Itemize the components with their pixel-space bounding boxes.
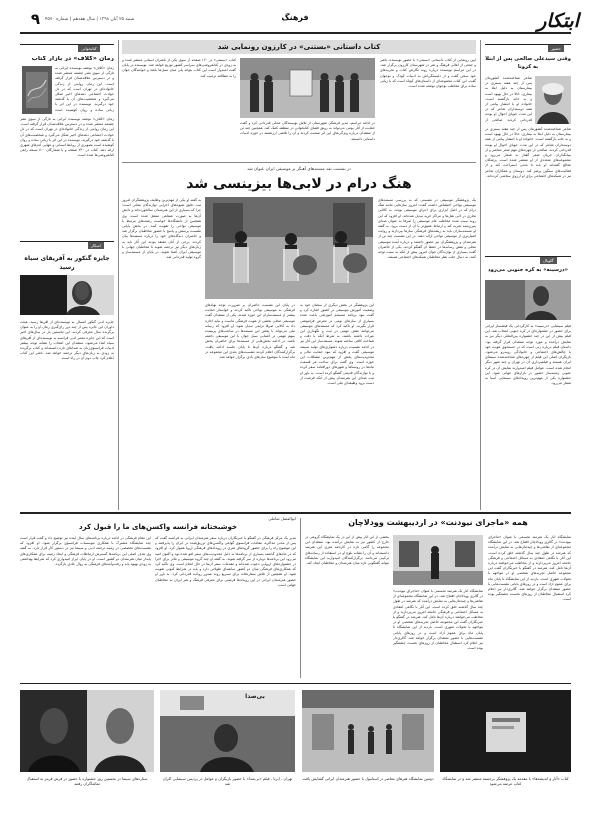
bottom-top-rule — [20, 512, 571, 514]
strip-caption-4: کتاب «آثار و اندیشه‌ها» با مقدمه یک پژوهشگر برجسته منتشر شد و در نمایشگاه کتاب عرضه می‌شود — [442, 776, 569, 786]
bottom-right-body3: نمایشگاه آثار یک هنرمند تجسمی با عنوان «ماجرای نیودنت» در گالری وودلاچان افتتاح شد. در این نمایشگاه مجموعه‌ای از نقاشی‌ها و چیدمان‌هایی به نمایش درآمده که هنرمند در طول چند سال گذشته خلق کرده است. این آثار با نگاهی انتقادی به مسائل اجتماعی و فرهنگی جامعه امروز می‌پردازند و از مخاطب می‌خواهند درباره آن‌ها تامل کند. هنرمند در گفتگو با خبرنگاران گفت این مجموعه حاصل تجربه‌های شخصی او در مواجهه با تحولات شهری است. بازدید از این نمایشگاه تا پایان ماه برای عموم آزاد است و در روزهای پایانی نشست‌هایی با حضور منتقدان برگزار خواهد شد. گالری‌دار نیز اعلام کرد استقبال مخاطبان از روزهای نخست چشمگیر بوده است. — [393, 589, 483, 651]
bottom-left-title: خوشبختانه فرانسه واکسن‌های ما را قبول کرد — [79, 523, 237, 531]
right-top-tag: حضور — [548, 45, 564, 52]
strip-poster-title: بی‌صدا — [245, 693, 265, 700]
left-top-body: رمان «کلاف» نوشته نویسنده ایرانی به تازگی از سوی نشر چشمه منتشر شده و در دسترس علاقه‌مندان قرار گرفته است. این رمان روایتی از زندگی خانواده‌ای در تهران است که در دل حوادث اجتماعی دهه‌های اخیر شکل می‌گیرد و شخصیت‌های آن با گذشته خود درگیرند. نویسنده در این اثر با زبانی ساده و روان کوشیده است — [55, 66, 114, 112]
top-story-col-right: آیین رونمایی از کتاب داستانی «بستنی» با حضور نویسنده، ناشر و جمعی از اهالی فرهنگ و هنر در شهرستان کارزون برگزار شد. در این مراسم نویسنده درباره روند نگارش کتاب و تجربه‌های خود سخن گفت و از دلبستگی‌اش به ادبیات کودک و نوجوان گفت. این کتاب مجموعه‌ای از داستان‌های کوتاه است که با زبانی ساده برای مخاطب نوجوان نوشته شده است. — [380, 58, 476, 89]
section-title: فرهنگ — [281, 13, 309, 22]
left-mid-body: جایزه ادبی گنکور امسال به نویسنده‌ای از آفریقا رسید. هیئت داوران این جایزه پس از چند دور رای‌گیری رمان او را به عنوان برگزیده سال معرفی کردند. این نخستین بار در سال‌های اخیر است که این جایزه معتبر ادبی فرانسه به نویسنده‌ای از آفریقای سیاه اهدا می‌شود. منتقدان این انتخاب را نشانه توجه بیشتر ادبیات فرانسوی‌زبان به صداهای تازه دانسته‌اند و کتاب برگزیده به زودی به زبان‌های دیگر ترجمه خواهد شد. ناشر این کتاب اعلام کرد چاپ دوم آن در راه است. — [20, 320, 114, 361]
right-mid-title: «درسینه» به کره جنوبی می‌رود — [487, 267, 569, 273]
separator-right — [480, 40, 481, 510]
main-story-kicker: در نشست نقد مستندهای آهنگر بر موسیقی ایران عنوان شد — [247, 166, 351, 171]
strip-caption-3: دومین نمایشگاه هنرهای معاصر در استانبول با حضور هنرمندان ایرانی گشایش یافت — [302, 776, 434, 781]
main-story-col4: به گفته او یکی از مهم‌ترین وظایف پژوهشگران امروز ثبت دقیق شیوه‌های اجرایی نوازندگان محلی است؛ چرا که بسیاری از این هنرمندان سالخورده‌اند و دانش آن‌ها به صورت شفاهی منتقل شده است. وی همچنین از دانشگاه‌ها خواست رشته‌های مرتبط با موسیقی نواحی را تقویت کنند. در بخش پایانی نشست پرسش و پاسخ با حضور مخاطبان برگزار شد و حاضران دیدگاه‌های خود را درباره مستندها بیان کردند. برخی از آنان معتقد بودند این آثار باید به زبان‌های دیگر نیز ترجمه شوند تا مخاطبان جهانی با موسیقی ایران آشنا شوند. در پایان از مستندساز و گروه تولید قدردانی شد. — [122, 198, 201, 260]
strip-photo-2 — [160, 690, 295, 772]
strip-photo-4 — [440, 690, 571, 772]
main-story-headline: هنگ درام در لابی‌ها بیزینسی شد — [186, 176, 412, 192]
bottom-left-body: مدیر یک مرکز فرهنگی در گفتگو با خبرنگاران درباره سفر هنرمندان ایرانی به فرانسه گفت که پس از مدتی مذاکره، مقامات فرانسوی گواهی واکسن‌های تزریق‌شده در ایران را پذیرفتند و این موضوع راه را برای حضور گروه‌های هنری در رویدادهای فرهنگی اروپا هموار کرد. او افزود که در ماه‌های گذشته بسیاری از برنامه‌ها به دلیل محدودیت‌های سفر لغو شده بود و اکنون امید می‌رود این برنامه‌ها دوباره از سر گرفته شوند. به گفته او چند گروه موسیقی و تئاتر برای اجرا در جشنواره‌های اروپایی دعوت شده‌اند و مقدمات سفر آن‌ها در حال انجام است. وی تاکید کرد که همکاری‌های فرهنگی میان دو کشور سابقه‌ای طولانی دارد و باید در شرایط کنونی تقویت شود. او همچنین از تلاش سفارتخانه برای تسریع روند صدور روادید قدردانی کرد. به باور او حضور هنرمندان ایرانی در این رویدادها فرصتی برای معرفی فرهنگ و هنر ایران به مخاطبان جهانی است. — [155, 536, 296, 587]
author-portrait-photo — [20, 275, 114, 315]
left-mid-tag: اسکار — [88, 242, 104, 249]
main-story-col3: در پایان این نشست حاضران بر ضرورت توجه نهادهای فرهنگی به موسیقی نواحی تاکید کردند و خواستار حمایت بیشتر از مستندسازان این حوزه شدند. یکی از منتقدان گفت موسیقی محلی بخشی از هویت فرهنگی ماست و نباید اجازه داد به کالایی صرفا تزئینی تبدیل شود. او افزود که رسانه ملی می‌تواند با پخش این مستندها در ساعت‌های پربیننده سهم مهمی در آشنایی نسل جوان با این موسیقی داشته باشد. در ادامه بخش‌هایی از مستندها برای حاضران پخش شد و گفتگو درباره آن‌ها تا پایان جلسه ادامه یافت. برگزارکنندگان اعلام کردند نشست‌های بعدی این مجموعه در ماه آینده با موضوع سازهای بادی برگزار خواهد شد. — [205, 303, 295, 360]
strip-photo-3 — [302, 690, 434, 772]
top-story-title: کتاب داستانی «بستنی» در کارزون رونمایی شد — [217, 43, 381, 51]
main-story-col1: یک پژوهشگر موسیقی در نشستی که به بررسی مستندهای موسیقی نواحی اختصاص داشت گفت: امروز سازهایی مانند هنگ درام که در اصل ابزاری برای اجرای موسیقی بودند، به کالایی تجاری در لابی هتل‌ها و مراکز خرید تبدیل شده‌اند. او افزود که این روند سبب شده مخاطب عام موسیقی را صرفا به عنوان صدای پس‌زمینه تجربه کند و ارتباط عمیق‌تر با آن از دست برود. به گفته او مستندسازان باید به ریشه‌های فرهنگی سازها بپردازند و روایت اصیل‌تری از موسیقی نواحی ارائه دهند. در این نشست چند تن از هنرمندان و پژوهشگران نیز حضور داشتند و درباره آینده موسیقی محلی و نقش رسانه‌ها در حفظ آن گفتگو کردند. یکی از حاضران گفت بسیاری از نوازندگان جوان امروز بیش از آنکه به سنت توجه کنند، به دنبال جلب نظر مخاطبان شبکه‌های اجتماعی هستند. — [378, 198, 476, 260]
left-top-tag: کتابخوانی — [78, 45, 100, 52]
separator-left — [118, 40, 119, 510]
poet-portrait-photo — [535, 76, 571, 124]
date-line: شنبه ۲۵ آبان ۱۳۹۸ | سال هفدهم | شماره ۴۵۷۰ — [45, 17, 135, 22]
right-mid-body: فیلم سینمایی «درسینه» به کارگردانی یک فیلمساز ایرانی برای حضور در جشنواره‌ای در کره جنوبی انتخاب شد. این فیلم پیش از این در چند جشنواره بین‌المللی دیگر نیز به نمایش درآمده و مورد توجه منتقدان قرار گرفته بود. داستان فیلم درباره زنی است که در جستجوی هویت خود با چالش‌های اجتماعی و خانوادگی روبه‌رو می‌شود. بازیگران اصلی این فیلم از چهره‌های شناخته‌شده سینمای ایران هستند و فیلمبرداری آن در تهران و چند شهر دیگر انجام شده است. عوامل فیلم امیدوارند نمایش آن در کره جنوبی زمینه‌ساز حضور در بازارهای جهانی شود. این جشنواره یکی از مهم‌ترین رویدادهای سینمایی آسیا به شمار می‌رود. — [485, 324, 571, 386]
top-story-photo — [240, 58, 375, 118]
strip-caption-1: ستاره‌های سینما در نخستین روز جشنواره با حضور در فرش قرمز به استقبال تماشاگران رفتند — [26, 776, 148, 786]
right-mid-tag: گلوبال — [540, 257, 557, 264]
top-story-col-left: کتاب «بستنی» در ۱۲۰ صفحه از سوی یکی از ناشران استانی منتشر شده و به زودی در کتابفروشی‌های سراسر کشور توزیع خواهد شد. نویسنده در پایان گفت امیدوار است این کتاب بتواند پلی میان نسل‌ها باشد و خوانندگان جوان را به مطالعه ترغیب کند. — [122, 58, 236, 78]
left-mid-title: جایزه گنکور به آفریقای سیاه رسید — [24, 255, 110, 271]
bottom-left-body2: این مقام فرهنگی در ادامه درباره برنامه‌های سال آینده نیز توضیح داد و گفت قرار است چند نمایشگاه مشترک با همکاری موسسات فرانسوی برگزار شود. او افزود که نشست‌های تخصصی در زمینه ترجمه ادبی و سینما نیز در دستور کار قرار دارد. به گفته وی هدف اصلی این برنامه‌ها گسترش ارتباطات فرهنگی و ایجاد زمینه برای همکاری‌های پایدار میان هنرمندان دو کشور است. او در پایان ابراز امیدواری کرد که شرایط بهداشتی به زودی بهبود یابد و رفت‌وآمدهای فرهنگی به روال عادی بازگردد. — [20, 536, 151, 567]
gallery-photo — [393, 535, 483, 585]
top-story-bottom-rule — [122, 162, 476, 163]
right-top-body: شاعر شناخته‌شده کشورمان پس از چند هفته بستری در بیمارستان به دلیل ابتلا به بیماری، حالا در حال بهبود است و به خانه بازگشته است. خانواده او با انتشار پیامی از همه دوستداران شاعر که در این مدت جویای احوال او بودند قدردانی کردند. صالحی از — [485, 76, 532, 122]
top-story-col-mid: در ادامه مراسم، مدیر فرهنگی شهرستان از تلاش نویسندگان محلی قدردانی کرد و گفت حمایت از آثار بومی می‌تواند به رونق فضای کتابخوانی در منطقه کمک کند. همچنین چند تن از منتقدان درباره ویژگی‌های این اثر صحبت کردند و آن را تلاشی ارزشمند در حوزه ادبیات داستانی دانستند. — [240, 121, 375, 141]
bottom-right-body: نمایشگاه آثار یک هنرمند تجسمی با عنوان «ماجرای نیودنت» در گالری وودلاچان افتتاح شد. در این نمایشگاه مجموعه‌ای از نقاشی‌ها و چیدمان‌هایی به نمایش درآمده که هنرمند در طول چند سال گذشته خلق کرده است. این آثار با نگاهی انتقادی به مسائل اجتماعی و فرهنگی جامعه امروز می‌پردازند و از مخاطب می‌خواهند درباره آن‌ها تامل کند. هنرمند در گفتگو با خبرنگاران گفت این مجموعه حاصل تجربه‌های شخصی او در مواجهه با تحولات شهری است. بازدید از این نمایشگاه تا پایان ماه برای عموم آزاد است و در روزهای پایانی نشست‌هایی با حضور منتقدان برگزار خواهد شد. گالری‌دار نیز اعلام کرد استقبال مخاطبان از روزهای نخست چشمگیر بوده است. — [488, 535, 571, 602]
main-story-col2: این پژوهشگر در بخش دیگری از سخنان خود به وضعیت آموزش موسیقی در کشور اشاره کرد و گفت نبود برنامه منسجم آموزشی باعث شده بسیاری از سازهای بومی در معرض فراموشی قرار بگیرند. او تاکید کرد که مستندهای موسیقی می‌توانند نقش مهمی در ثبت و نگهداری این میراث داشته باشند، به شرط آنکه با دقت و شناخت کافی ساخته شوند. مستندساز این آثار نیز در ادامه نشست درباره دشواری‌های تولید مستند موسیقی گفت و افزود که نبود حمایت مالی و محدودیت‌های پخش از مهم‌ترین مشکلات این حوزه است. وی گفت برای ساخت هر قسمت ماه‌ها در روستاها و شهرهای دورافتاده سفر کرده و با نوازندگان قدیمی گفتگو کرده است. به باور او ثبت صدای این هنرمندان پیش از آنکه فرصت از دست برود وظیفه‌ای ملی است. — [300, 303, 374, 386]
bottom-right-title: همه «ماجرای نیودنت» در اردیبهشت وودلاچان — [348, 518, 528, 527]
right-top-body-cont: شاعر شناخته‌شده کشورمان پس از چند هفته بستری در بیمارستان به دلیل ابتلا به بیماری، حالا در حال بهبود است و به خانه بازگشته است. خانواده او با انتشار پیامی از همه دوستداران شاعر که در این مدت جویای احوال او بودند قدردانی کردند. صالحی از چهره‌های مهم شعر معاصر و از بنیانگذاران جریان شعر گفتار به شمار می‌رود و مجموعه‌های متعددی از او منتشر شده است. پزشکان معالج گفته‌اند او باید تا مدتی استراحت کند و از فعالیت‌های سنگین پرهیز کند. دوستان و همکاران شاعر نیز در شبکه‌های اجتماعی برای او آرزوی سلامتی کرده‌اند. — [485, 127, 571, 178]
bottom-right-body2: بخشی از این آثار پیش از این در یک نمایشگاه گروهی در خارج از کشور نیز به نمایش درآمده بود. منتقدان این مجموعه را گامی تازه در کارنامه هنری این هنرمند دانسته‌اند و آن را نشانه بلوغ او در استفاده از رسانه‌های ترکیبی می‌دانند. برگزارکنندگان امیدوارند این نمایشگاه بتواند گفتگویی تازه میان هنرمندان و مخاطبان ایجاد کند. — [305, 535, 389, 566]
bottom-left-kicker: ابوالفضل شاملی — [268, 516, 296, 521]
left-top-body-cont: رمان «کلاف» نوشته نویسنده ایرانی به تازگی از سوی نشر چشمه منتشر شده و در دسترس علاقه‌مندان قرار گرفته است. این رمان روایتی از زندگی خانواده‌ای در تهران است که در دل حوادث اجتماعی دهه‌های اخیر شکل می‌گیرد و شخصیت‌های آن با گذشته خود درگیرند. نویسنده در این اثر با زبانی ساده و روان کوشیده است تصویری از روابط انسانی و تنهایی آدم‌های شهری ارائه دهد. کتاب در ۲۴۰ صفحه و با شمارگان ۷۰۰ نسخه راهی کتابفروشی‌ها شده است. — [20, 117, 114, 158]
strip-photo-1 — [20, 690, 154, 772]
left-top-rule — [20, 44, 114, 45]
book-cover-photo — [22, 66, 52, 114]
newspaper-logo: ابتکار — [537, 10, 579, 32]
strip-top-rule — [20, 683, 571, 684]
bottom-separator — [300, 518, 301, 678]
film-still-photo — [485, 280, 571, 320]
strip-caption-2: تهران - ایرنا - فیلم «بی‌صدا» با حضور بازیگران و عوامل در پردیس سینمایی اکران شد — [162, 776, 293, 786]
right-mid-rule — [485, 256, 571, 257]
right-top-title: وقتی سیدعلی صالحی پس از ابتلا به کرونا — [485, 56, 571, 70]
masthead-rule — [20, 32, 571, 34]
page-number: ۹ — [30, 10, 40, 28]
left-top-title: رمان «کلاف» در بازار کتاب — [31, 56, 114, 62]
main-story-photo — [205, 197, 373, 299]
